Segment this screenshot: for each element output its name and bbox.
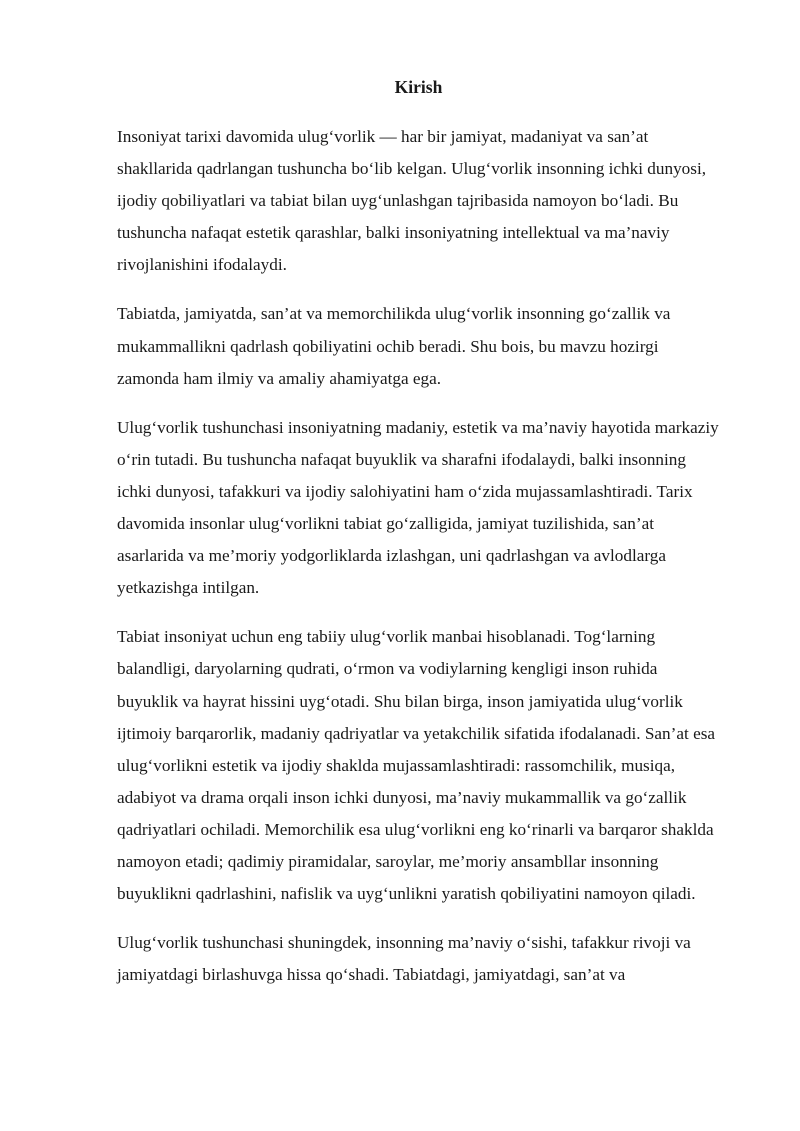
paragraph-5: Ulug‘vorlik tushunchasi shuningdek, insonning ma’naviy o‘sishi, tafakkur rivoji va jamiyatdagi birlashuvga hissa qo‘shadi. Tabiatdagi, jamiyatdagi, san’at va bbox=[117, 933, 691, 985]
paragraph-3: Ulug‘vorlik tushunchasi insoniyatning madaniy, estetik va ma’naviy hayotida markaziy o‘rin tutadi. Bu tushuncha nafaqat buyuklik va sharafni ifodalaydi, balki insonning ichki dunyosi, tafakkuri va ijodiy salohiyatini ham o‘zida mujassamlashtiradi. Tarix davomida insonlar ulug‘vorlikni tabiat go‘zalligida, jamiyat tuzilishida, san’at asarlarida va me’moriy yodgorliklarda izlashgan, uni qadrlashgan va avlodlarga yetkazishga intilgan. bbox=[117, 417, 719, 598]
paragraph-1: Insoniyat tarixi davomida ulug‘vorlik — har bir jamiyat, madaniyat va san’at shakllarida qadrlangan tushuncha bo‘lib kelgan. Ulug‘vorlik insonning ichki dunyosi, ijodiy qobiliyatlari va tabiat bilan uyg‘unlashgan tajribasida namoyon bo‘ladi. Bu tushuncha nafaqat estetik qarashlar, balki insoniyatning intellektual va ma’naviy rivojlanishini ifodalaydi. bbox=[117, 127, 707, 275]
page-title: Kirish bbox=[394, 77, 443, 97]
paragraph-2: Tabiatda, jamiyatda, san’at va memorchilikda ulug‘vorlik insonning go‘zallik va mukammallikni qadrlash qobiliyatini ochib beradi. Shu bois, bu mavzu hozirgi zamonda ham ilmiy va amaliy ahamiyatga ega. bbox=[117, 304, 671, 388]
paragraph-4: Tabiat insoniyat uchun eng tabiiy ulug‘vorlik manbai hisoblanadi. Tog‘larning balandligi, daryolarning qudrati, o‘rmon va vodiylarning kengligi inson ruhida buyuklik va hayrat hissini uyg‘otadi. Shu bilan birga, inson jamiyatida ulug‘vorlik ijtimoiy barqarorlik, madaniy qadriyatlar va yetakchilik sifatida ifodalanadi. San’at esa ulug‘vorlikni estetik va ijodiy shaklda mujassamlashtiradi: rassomchilik, musiqa, adabiyot va drama orqali inson ichki dunyosi, ma’naviy mukammallik va go‘zallik qadriyatlari ochiladi. Memorchilik esa ulug‘vorlikni eng ko‘rinarli va barqaror shaklda namoyon etadi; qadimiy piramidalar, saroylar, me’moriy ansambllar insonning buyuklikni qadrlashini, nafislik va uyg‘unlikni yaratish qobiliyatini namoyon qiladi. bbox=[117, 627, 716, 904]
